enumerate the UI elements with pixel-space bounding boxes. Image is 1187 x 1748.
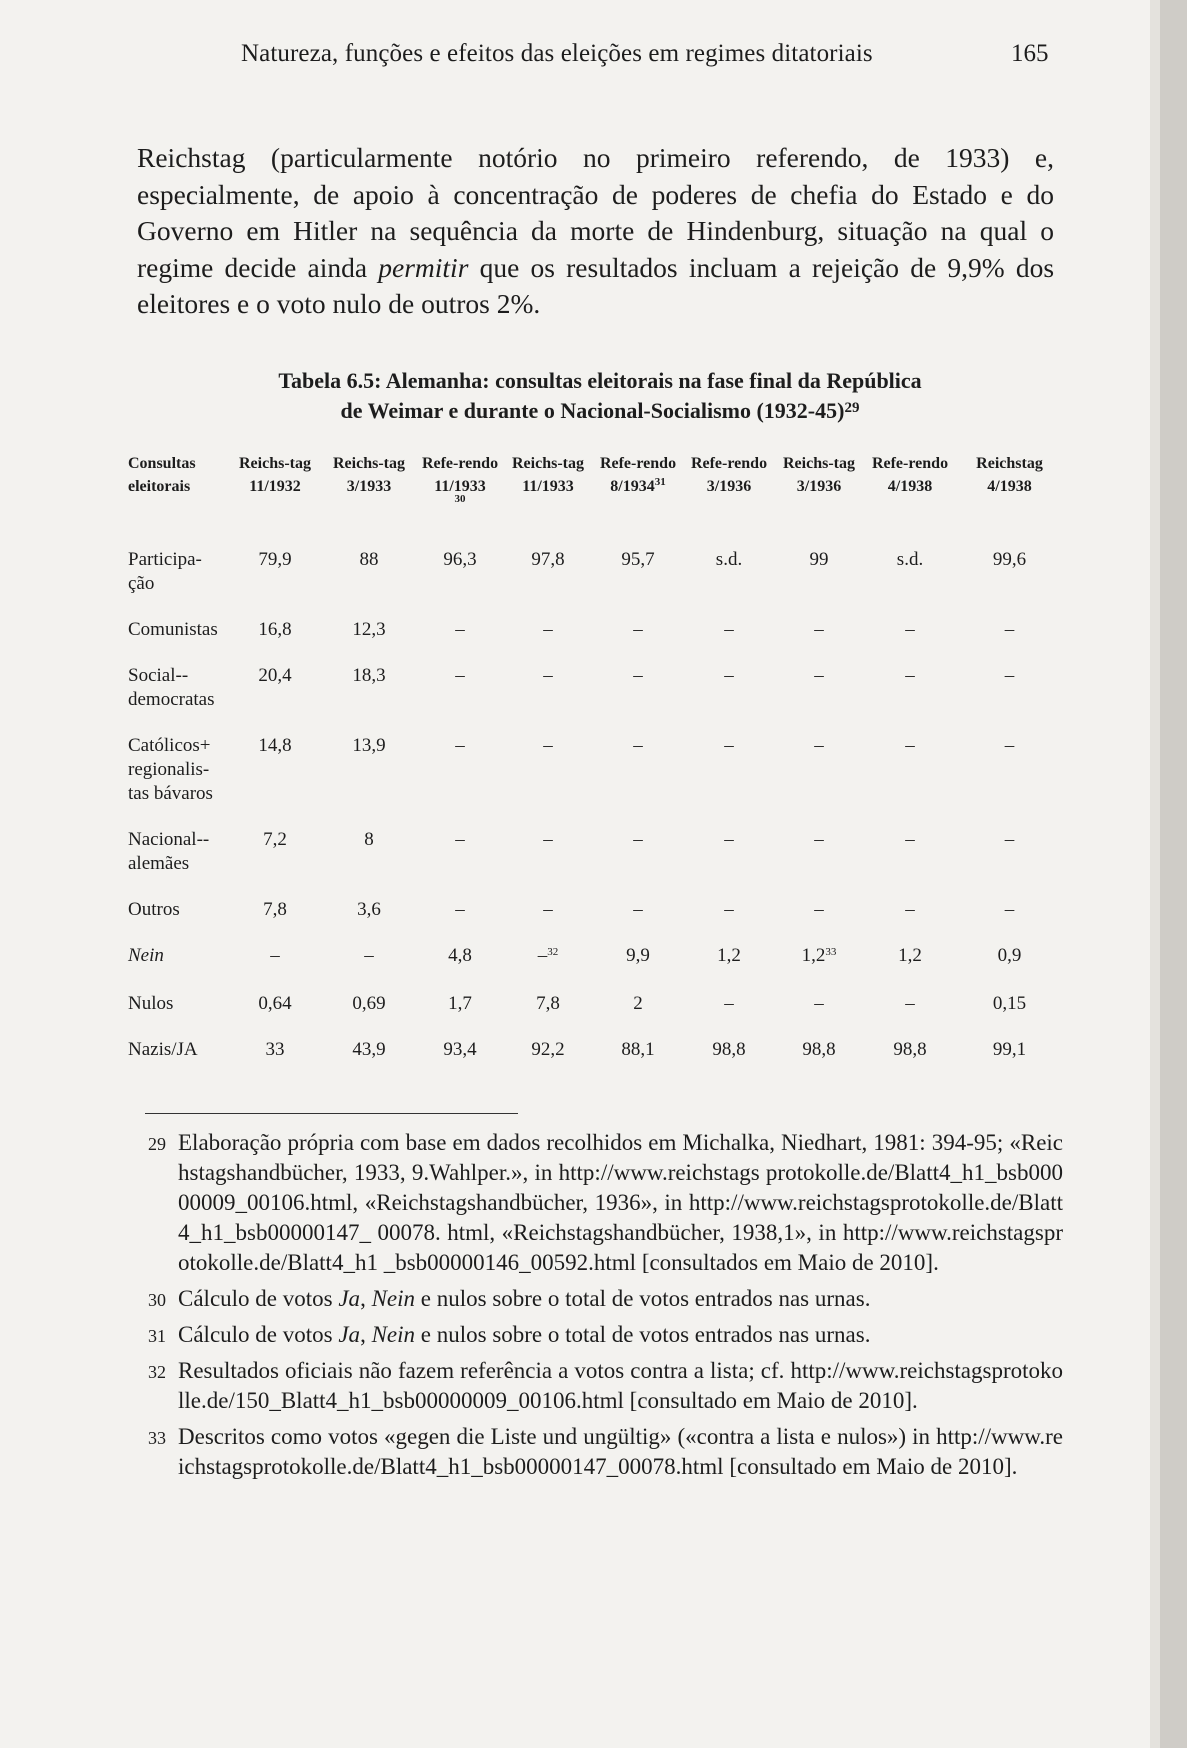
column-header bbox=[504, 448, 592, 538]
cell-value: – bbox=[633, 619, 643, 640]
table-cell bbox=[322, 538, 416, 608]
table-cell bbox=[416, 724, 504, 818]
cell-value: 0,64 bbox=[258, 993, 292, 1014]
table-cell bbox=[322, 934, 416, 982]
column-header bbox=[322, 448, 416, 538]
cell-value: – bbox=[633, 829, 643, 850]
column-type: Reichs-tag bbox=[512, 455, 584, 472]
table-cell bbox=[864, 818, 956, 888]
table-row bbox=[128, 818, 1063, 888]
cell-value: 99,6 bbox=[992, 549, 1027, 570]
column-date bbox=[956, 475, 1063, 498]
column-date-text: 8/1934 bbox=[610, 478, 655, 495]
table-cell bbox=[864, 1028, 956, 1074]
column-date-text: 4/1938 bbox=[887, 478, 933, 495]
cell-value: 96,3 bbox=[443, 549, 477, 570]
column-date-text: 3/1936 bbox=[706, 478, 752, 495]
table-cell bbox=[774, 1028, 864, 1074]
row-label: Nein bbox=[128, 945, 164, 966]
cell-value: – bbox=[633, 665, 643, 686]
cell-value: – bbox=[905, 899, 915, 920]
table-cell bbox=[504, 538, 592, 608]
table-cell bbox=[228, 818, 322, 888]
footnote-separator-comma: , bbox=[360, 1322, 366, 1347]
column-footnote-ref: 30 bbox=[454, 493, 466, 505]
cell-value: – bbox=[633, 735, 643, 756]
cell-value: – bbox=[814, 619, 824, 640]
footnotes bbox=[148, 1128, 1063, 1488]
table-cell bbox=[592, 888, 684, 934]
cell-value: 1,2 bbox=[898, 945, 922, 966]
row-label: Nazis/JA bbox=[128, 1039, 198, 1060]
cell-value: 4,8 bbox=[448, 945, 472, 966]
column-date bbox=[774, 475, 864, 498]
column-date-text: 4/1938 bbox=[987, 478, 1032, 495]
table-cell bbox=[956, 608, 1063, 654]
column-header bbox=[228, 448, 322, 538]
footnote bbox=[148, 1356, 1063, 1416]
cell-value: 79,9 bbox=[258, 549, 292, 570]
page-edge bbox=[1160, 0, 1187, 1748]
table-cell bbox=[416, 608, 504, 654]
table-cell bbox=[228, 982, 322, 1028]
footnote-text-end: e nulos sobre o total de votos entrados nas urnas. bbox=[420, 1322, 871, 1347]
table-cell bbox=[504, 608, 592, 654]
table-cell bbox=[956, 888, 1063, 934]
column-date bbox=[592, 475, 684, 500]
table-cell bbox=[864, 608, 956, 654]
cell-value: – bbox=[364, 945, 374, 966]
table-cell bbox=[864, 724, 956, 818]
cell-value: 92,2 bbox=[531, 1039, 565, 1060]
footnote-number: 33 bbox=[148, 1428, 166, 1448]
table-header-row bbox=[128, 448, 1063, 538]
cell-value: 33 bbox=[265, 1039, 285, 1060]
cell-value: – bbox=[724, 829, 734, 850]
table-cell bbox=[684, 724, 774, 818]
caption-line-1: Tabela 6.5: Alemanha: consultas eleitorais na fase final da República bbox=[278, 368, 922, 393]
table-cell bbox=[322, 982, 416, 1028]
cell-value: 12,3 bbox=[352, 619, 386, 640]
table-cell bbox=[956, 724, 1063, 818]
column-type: Refe-rendo bbox=[690, 455, 768, 472]
cell-value: 98,8 bbox=[802, 1039, 836, 1060]
table-cell bbox=[322, 1028, 416, 1074]
table-cell bbox=[228, 724, 322, 818]
column-type: Refe-rendo bbox=[599, 455, 677, 472]
table-cell bbox=[684, 608, 774, 654]
column-type: Reichstag bbox=[976, 455, 1043, 472]
table-cell bbox=[956, 934, 1063, 982]
cell-value: 3,6 bbox=[357, 899, 381, 920]
footnote-separator bbox=[145, 1113, 518, 1114]
emphasis-word: permitir bbox=[378, 251, 469, 283]
caption-line-2 bbox=[150, 396, 1050, 429]
cell-value: 2 bbox=[633, 993, 643, 1014]
footnote-number: 31 bbox=[148, 1326, 166, 1346]
table-cell bbox=[684, 818, 774, 888]
table-cell bbox=[774, 654, 864, 724]
column-date bbox=[322, 475, 416, 498]
cell-value: 99,1 bbox=[992, 1039, 1027, 1060]
footnote-term-nein: Nein bbox=[371, 1286, 416, 1311]
cell-footnote-ref: 33 bbox=[825, 946, 837, 958]
body-paragraph bbox=[137, 140, 1054, 323]
table-cell bbox=[504, 654, 592, 724]
cell-footnote-ref: 32 bbox=[547, 946, 559, 958]
table-cell bbox=[504, 724, 592, 818]
table-row bbox=[128, 608, 1063, 654]
cell-value: – bbox=[1004, 665, 1015, 686]
cell-value: s.d. bbox=[896, 549, 924, 570]
cell-value: – bbox=[455, 619, 465, 640]
caption-footnote-ref: 29 bbox=[844, 400, 860, 416]
table-cell bbox=[774, 934, 864, 982]
cell-value: 20,4 bbox=[258, 665, 292, 686]
table-cell bbox=[592, 818, 684, 888]
caption-line-2-text: de Weimar e durante o Nacional-Socialismo (1932-45) bbox=[340, 398, 845, 423]
row-label: Nulos bbox=[128, 993, 174, 1014]
cell-value: 0,9 bbox=[997, 945, 1022, 966]
table-cell bbox=[956, 982, 1063, 1028]
table-cell bbox=[322, 654, 416, 724]
page-gutter bbox=[1150, 0, 1160, 1748]
table-cell bbox=[864, 934, 956, 982]
table-cell bbox=[504, 888, 592, 934]
table-cell bbox=[774, 818, 864, 888]
footnote-number: 29 bbox=[148, 1134, 166, 1154]
column-date bbox=[864, 475, 956, 498]
footnote-text: Descritos como votos «gegen die Liste und ungültig» («contra a lista e nulos») in http://www.reichstagsprotokolle.de/Blatt4_h1_bsb00000147_00078.html [consultado em Maio de 2010]. bbox=[178, 1424, 1063, 1479]
table-cell bbox=[774, 888, 864, 934]
cell-value: 97,8 bbox=[531, 549, 565, 570]
table-cell bbox=[228, 608, 322, 654]
election-results-table bbox=[128, 448, 1063, 1074]
table-cell bbox=[684, 654, 774, 724]
table-cell bbox=[228, 654, 322, 724]
column-date-text: 3/1933 bbox=[346, 478, 392, 495]
cell-value: 7,8 bbox=[536, 993, 560, 1014]
row-label: Social--democratas bbox=[128, 665, 215, 710]
column-header bbox=[864, 448, 956, 538]
column-header bbox=[956, 448, 1063, 538]
cell-value: 0,15 bbox=[992, 993, 1027, 1014]
table-cell bbox=[416, 538, 504, 608]
column-type: Reichs-tag bbox=[239, 455, 311, 472]
cell-value: – bbox=[724, 619, 734, 640]
table-cell bbox=[416, 1028, 504, 1074]
table-cell bbox=[416, 818, 504, 888]
cell-value: 43,9 bbox=[352, 1039, 386, 1060]
cell-value: – bbox=[814, 829, 824, 850]
cell-value: 1,2 bbox=[717, 945, 741, 966]
cell-value: – bbox=[1004, 899, 1015, 920]
table-row bbox=[128, 888, 1063, 934]
cell-value: – bbox=[724, 899, 734, 920]
table-cell bbox=[774, 724, 864, 818]
cell-value: – bbox=[1004, 735, 1015, 756]
paragraph-text-end: que os resultados incluam a rejeição de 9,9% dos eleitores e o voto nulo de outros 2%. bbox=[137, 251, 1055, 319]
column-header bbox=[684, 448, 774, 538]
cell-value: – bbox=[724, 665, 734, 686]
column-header bbox=[592, 448, 684, 538]
cell-value: – bbox=[905, 665, 915, 686]
cell-value: s.d. bbox=[715, 549, 743, 570]
cell-value: – bbox=[543, 735, 553, 756]
column-footnote-line bbox=[416, 493, 504, 511]
table-cell bbox=[504, 982, 592, 1028]
table-cell bbox=[416, 888, 504, 934]
cell-value: – bbox=[814, 665, 824, 686]
column-date bbox=[504, 475, 592, 498]
cell-value: – bbox=[543, 619, 553, 640]
table-cell bbox=[504, 818, 592, 888]
column-type: Refe-rendo bbox=[421, 455, 499, 472]
cell-value: – bbox=[1004, 619, 1015, 640]
header-cell-consultas: Consultas eleitorais bbox=[128, 455, 196, 495]
cell-value: – bbox=[905, 619, 915, 640]
cell-value: 88 bbox=[359, 549, 379, 570]
cell-value: 88,1 bbox=[621, 1039, 655, 1060]
column-date bbox=[684, 475, 774, 498]
table-cell bbox=[416, 654, 504, 724]
table-cell bbox=[416, 934, 504, 982]
cell-value: 93,4 bbox=[443, 1039, 477, 1060]
footnote-text: Elaboração própria com base em dados recolhidos em Michalka, Niedhart, 1981: 394-95; «Reichstagshandbücher, 1933, 9.Wahlper.», in http://www.reichstags protokolle.de/Blatt4_h1_bsb00000009_00106.html, «Reichstagshandbücher, 1936», in http://www.reichstagsprotokolle.de/Blatt4_h1_bsb00000147_ 00078. html, «Reichstagshandbücher, 1938,1», in http://www.reichstagsprotokolle.de/Blatt4_h1 _bsb00000146_00592.html [consultados em Maio de 2010]. bbox=[178, 1130, 1063, 1275]
table-row bbox=[128, 982, 1063, 1028]
column-date-text: 11/1932 bbox=[249, 478, 301, 495]
table-cell bbox=[774, 982, 864, 1028]
cell-value: – bbox=[543, 829, 553, 850]
row-label: Participa-ção bbox=[128, 549, 202, 594]
table-cell bbox=[592, 608, 684, 654]
table-row bbox=[128, 654, 1063, 724]
table-cell bbox=[416, 982, 504, 1028]
footnote-text-start: Cálculo de votos bbox=[178, 1322, 333, 1347]
footnote-separator-comma: , bbox=[360, 1286, 366, 1311]
cell-value: – bbox=[905, 829, 915, 850]
table-body bbox=[128, 538, 1063, 1074]
table-row bbox=[128, 934, 1063, 982]
table-cell bbox=[684, 982, 774, 1028]
column-date-text: 11/1933 bbox=[522, 478, 574, 495]
cell-value: 7,2 bbox=[263, 829, 287, 850]
footnote-term-nein: Nein bbox=[371, 1322, 416, 1347]
cell-value: – bbox=[543, 665, 553, 686]
table-row bbox=[128, 538, 1063, 608]
cell-value: 7,8 bbox=[263, 899, 287, 920]
footnote-text-end: e nulos sobre o total de votos entrados nas urnas. bbox=[420, 1286, 871, 1311]
footnote bbox=[148, 1128, 1063, 1278]
footnote-term-ja: Ja bbox=[338, 1286, 361, 1311]
row-label: Católicos+ regionalis-tas bávaros bbox=[128, 735, 213, 804]
cell-value: – bbox=[455, 899, 465, 920]
table-cell bbox=[322, 608, 416, 654]
table-cell bbox=[592, 934, 684, 982]
cell-value: – bbox=[814, 735, 824, 756]
footnote-number: 30 bbox=[148, 1290, 166, 1310]
footnote-term-ja: Ja bbox=[338, 1322, 361, 1347]
cell-value: 18,3 bbox=[352, 665, 386, 686]
table-caption bbox=[150, 366, 1050, 429]
cell-value: 8 bbox=[364, 829, 374, 850]
table-cell bbox=[322, 888, 416, 934]
footnote-text: Resultados oficiais não fazem referência a votos contra a lista; cf. http://www.reichstagsprotokolle.de/150_Blatt4_h1_bsb00000009_00106.html [consultado em Maio de 2010]. bbox=[178, 1358, 1063, 1413]
table-row bbox=[128, 724, 1063, 818]
cell-value: 99 bbox=[809, 549, 829, 570]
table-cell bbox=[774, 608, 864, 654]
column-type: Reichs-tag bbox=[783, 455, 855, 472]
table-cell bbox=[592, 538, 684, 608]
cell-value: – bbox=[455, 735, 465, 756]
cell-value: – bbox=[270, 945, 280, 966]
cell-value: – bbox=[455, 829, 465, 850]
table-cell bbox=[684, 888, 774, 934]
row-label: Nacional--alemães bbox=[128, 829, 210, 874]
cell-value: 1,7 bbox=[448, 993, 472, 1014]
cell-value: – bbox=[814, 993, 824, 1014]
cell-value: – bbox=[1004, 829, 1015, 850]
cell-value: 16,8 bbox=[258, 619, 292, 640]
table-cell bbox=[864, 982, 956, 1028]
table-cell bbox=[864, 654, 956, 724]
row-label: Comunistas bbox=[128, 619, 218, 640]
cell-value: 14,8 bbox=[258, 735, 292, 756]
table-cell bbox=[592, 724, 684, 818]
table-cell bbox=[228, 1028, 322, 1074]
table-cell bbox=[504, 934, 592, 982]
column-footnote-ref: 31 bbox=[654, 476, 666, 488]
table-cell bbox=[864, 538, 956, 608]
cell-value: 95,7 bbox=[621, 549, 655, 570]
table-cell bbox=[592, 654, 684, 724]
column-header bbox=[774, 448, 864, 538]
footnote bbox=[148, 1320, 1063, 1350]
column-type: Refe-rendo bbox=[871, 455, 949, 472]
table-cell bbox=[228, 888, 322, 934]
table-cell bbox=[774, 538, 864, 608]
cell-value: – bbox=[633, 899, 643, 920]
table-cell bbox=[228, 538, 322, 608]
table-cell bbox=[864, 888, 956, 934]
page-number: 165 bbox=[1011, 40, 1049, 67]
cell-value: – bbox=[537, 945, 548, 966]
table-row bbox=[128, 1028, 1063, 1074]
table-cell bbox=[322, 724, 416, 818]
cell-value: – bbox=[543, 899, 553, 920]
column-header bbox=[416, 448, 504, 538]
footnote-number: 32 bbox=[148, 1362, 166, 1382]
table-cell bbox=[956, 1028, 1063, 1074]
cell-value: – bbox=[905, 735, 915, 756]
table-cell bbox=[684, 934, 774, 982]
cell-value: – bbox=[814, 899, 824, 920]
column-date bbox=[228, 475, 322, 498]
cell-value: 1,2 bbox=[801, 945, 826, 966]
table-cell bbox=[684, 1028, 774, 1074]
column-date-text: 11/1933 bbox=[434, 478, 486, 495]
footnote bbox=[148, 1422, 1063, 1482]
cell-value: 9,9 bbox=[626, 945, 650, 966]
footnote-text-start: Cálculo de votos bbox=[178, 1286, 333, 1311]
cell-value: – bbox=[905, 993, 915, 1014]
table-cell bbox=[956, 654, 1063, 724]
table-cell bbox=[956, 538, 1063, 608]
paragraph-text-start: Reichstag (particularmente notório no primeiro referendo, de 1933) e, especialmente, de apoio à concentração de poderes de chefia do Estado e do Governo em Hitler na sequência da morte de Hindenburg, situação na qual o regime decide ainda bbox=[137, 142, 1054, 283]
table-cell bbox=[322, 818, 416, 888]
cell-value: 13,9 bbox=[352, 735, 386, 756]
table-cell bbox=[228, 934, 322, 982]
cell-value: – bbox=[724, 735, 734, 756]
table-cell bbox=[592, 982, 684, 1028]
cell-value: 98,8 bbox=[893, 1039, 927, 1060]
cell-value: – bbox=[455, 665, 465, 686]
table-cell bbox=[592, 1028, 684, 1074]
running-title: Natureza, funções e efeitos das eleições em regimes ditatoriais bbox=[241, 40, 873, 67]
column-type: Reichs-tag bbox=[333, 455, 405, 472]
cell-value: 98,8 bbox=[712, 1039, 746, 1060]
table-cell bbox=[504, 1028, 592, 1074]
cell-value: – bbox=[724, 993, 734, 1014]
cell-value: 0,69 bbox=[352, 993, 386, 1014]
table-cell bbox=[684, 538, 774, 608]
row-label: Outros bbox=[128, 899, 180, 920]
footnote bbox=[148, 1284, 1063, 1314]
column-date-text: 3/1936 bbox=[796, 478, 842, 495]
table-cell bbox=[956, 818, 1063, 888]
